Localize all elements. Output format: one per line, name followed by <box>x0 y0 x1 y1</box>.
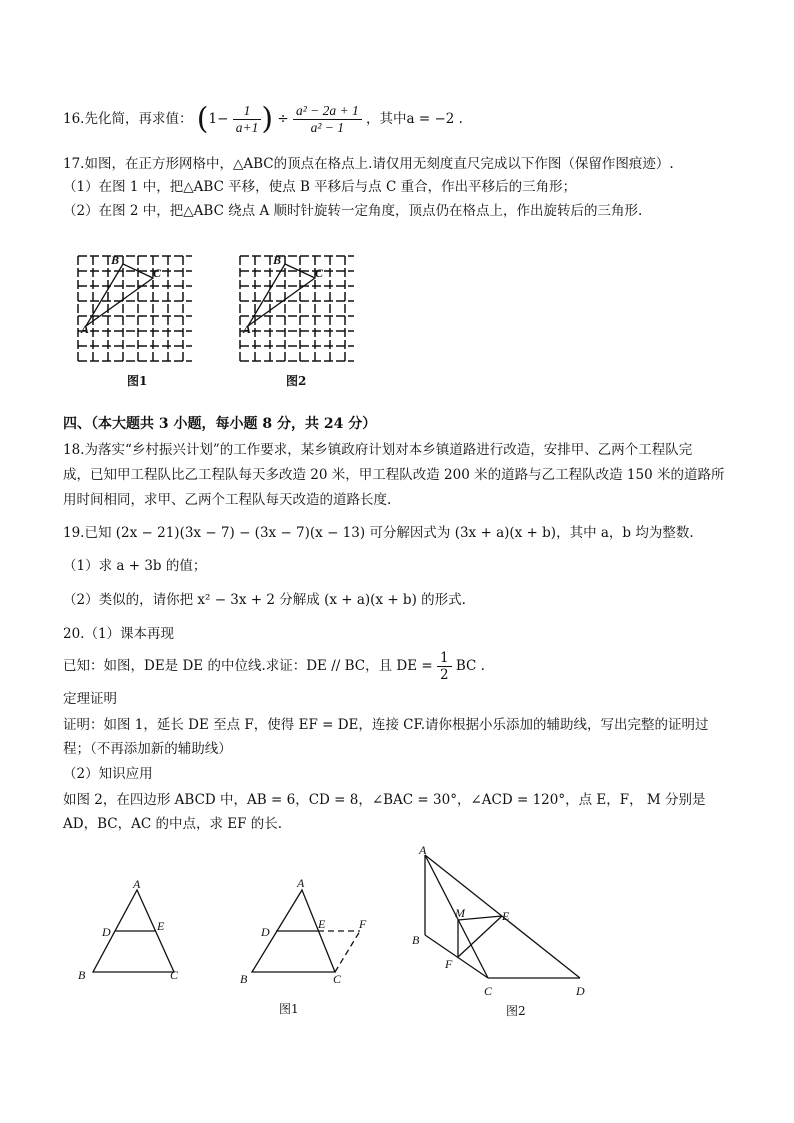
section-4-heading: 四、（本大题共 3 小题，每小题 8 分，共 24 分） <box>63 416 377 432</box>
f2-C: C <box>484 984 493 998</box>
q20-known-post: BC . <box>455 658 485 674</box>
q20-fig2-caption: 图2 <box>506 1004 526 1018</box>
f1b-C: C <box>333 972 342 986</box>
fig1-label-B: B <box>111 253 120 267</box>
q16-f2-den: a² − 1 <box>310 120 345 135</box>
left-paren: ( <box>196 101 209 137</box>
fig1-label-C: C <box>153 266 162 280</box>
f1a-C: C <box>170 968 179 982</box>
fig2-label-C: C <box>315 266 324 280</box>
right-paren: ) <box>261 101 274 137</box>
fig2-label-B: B <box>273 253 282 267</box>
f1b-A: A <box>297 876 305 890</box>
q17-fig1-caption: 图1 <box>127 374 148 388</box>
q20-known <box>63 650 485 683</box>
fig1-label-A: A <box>81 322 90 336</box>
f2-F: F <box>445 957 453 971</box>
f1b-D: D <box>261 925 270 939</box>
q18-line-1: 18.为落实“乡村振兴计划”的工作要求，某乡镇政府计划对本乡镇道路进行改造，安排甲、乙两个工程队完 <box>63 442 693 458</box>
q16-f1-den: a+1 <box>235 120 259 135</box>
f1b-B: B <box>240 972 248 986</box>
f1a-A: A <box>133 877 141 891</box>
f2-M: M <box>455 906 465 920</box>
q20-figure-2 <box>410 845 590 995</box>
q20-theorem-label: 定理证明 <box>63 691 117 707</box>
q20-fig1-caption: 图1 <box>279 1002 299 1016</box>
q20-frac-num: 1 <box>437 650 452 667</box>
q16-f2-num: a² − 2a + 1 <box>293 103 362 120</box>
q19-stem: 19.已知 (2x − 21)(3x − 7) − (3x − 7)(x − 13) 可分解因式为 (3x + a)(x + b)，其中 a，b 均为整数. <box>63 525 694 541</box>
q20-proof-line-2: 程；（不再添加新的辅助线） <box>63 741 232 757</box>
q20-title: 20.（1）课本再现 <box>63 626 175 642</box>
q20-apply-label: （2）知识应用 <box>63 766 153 782</box>
q20-frac-den: 2 <box>439 667 449 683</box>
f1a-D: D <box>102 925 111 939</box>
q20-half-fraction <box>437 650 452 683</box>
q16-minus: − <box>217 111 229 127</box>
q17-part1: （1）在图 1 中，把△ABC 平移，使点 B 平移后与点 C 重合，作出平移后的三角形； <box>63 179 577 195</box>
f2-E: E <box>502 909 510 923</box>
q16-label: 16.先化简，再求值： <box>63 111 193 127</box>
q18-line-3: 用时间相同，求甲、乙两个工程队每天改造的道路长度. <box>63 492 392 508</box>
q17-figure-1-grid <box>70 248 200 373</box>
f2-B: B <box>412 933 420 947</box>
q16-one: 1 <box>208 111 218 127</box>
fig2-label-A: A <box>243 322 252 336</box>
q20-proof-line-1: 证明：如图 1，延长 DE 至点 F，使得 EF = DE，连接 CF.请你根据小乐添加的辅助线，写出完整的证明过 <box>63 717 709 733</box>
q16-line <box>63 103 463 136</box>
q16-fraction-2 <box>293 103 362 136</box>
q19-part2: （2）类似的，请你把 x² − 3x + 2 分解成 (x + a)(x + b) 的形式. <box>63 592 466 608</box>
f1b-E: E <box>318 917 326 931</box>
f2-D: D <box>576 984 585 998</box>
q17-part2: （2）在图 2 中，把△ABC 绕点 A 顺时针旋转一定角度，顶点仍在格点上，作出旋转后的三角形. <box>63 203 643 219</box>
q17-stem: 17.如图，在正方形网格中，△ABC的顶点在格点上.请仅用无刻度直尺完成以下作图（保留作图痕迹）. <box>63 156 674 172</box>
q17-figure-2-grid <box>232 248 362 373</box>
q20-app-line-2: AD，BC，AC 的中点，求 EF 的长. <box>63 816 283 832</box>
q20-known-pre: 已知：如图，DE是 DE 的中位线.求证：DE // BC，且 DE = <box>63 658 433 674</box>
q18-line-2: 成，已知甲工程队比乙工程队每天多改造 20 米，甲工程队改造 200 米的道路与乙工程队改造 150 米的道路所 <box>63 467 725 483</box>
q16-tail: ，其中a = −2 . <box>366 111 463 127</box>
q16-f1-num: 1 <box>233 103 262 120</box>
f1b-F: F <box>359 917 367 931</box>
q16-divide: ÷ <box>277 111 289 127</box>
q17-fig2-caption: 图2 <box>286 374 307 388</box>
f1a-B: B <box>78 968 86 982</box>
f1a-E: E <box>157 919 165 933</box>
f2-A: A <box>419 843 427 857</box>
q20-app-line-1: 如图 2，在四边形 ABCD 中，AB = 6，CD = 8，∠BAC = 30°，∠ACD = 120°，点 E，F， M 分别是 <box>63 792 706 808</box>
q20-figure-1a <box>80 880 190 980</box>
q16-fraction-1 <box>233 103 262 136</box>
q19-part1: （1）求 a + 3b 的值； <box>63 558 207 574</box>
